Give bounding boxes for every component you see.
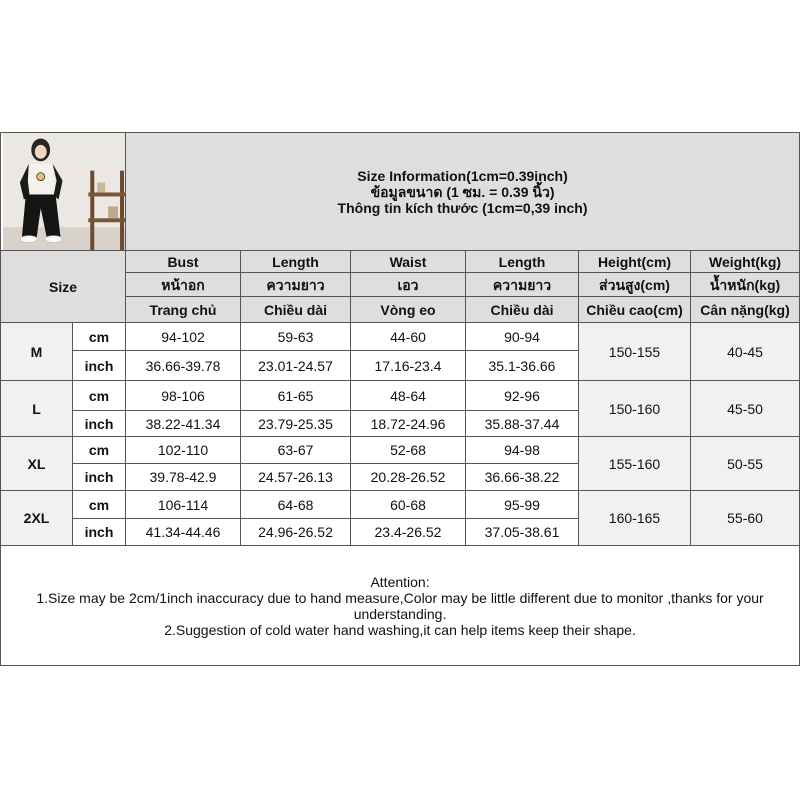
waist-header-english: Waist bbox=[351, 251, 466, 273]
waist-cm-value: 60-68 bbox=[351, 491, 466, 519]
waist-header-thai: เอว bbox=[351, 273, 466, 297]
weight-value: 50-55 bbox=[691, 437, 800, 491]
height-value: 150-155 bbox=[579, 323, 691, 381]
length2-cm-value: 90-94 bbox=[466, 323, 579, 351]
unit-label-cm: cm bbox=[73, 323, 126, 351]
weight-value: 45-50 bbox=[691, 381, 800, 437]
size-2xl-cm-row bbox=[1, 491, 800, 519]
length2-header-vietnamese: Chiều dài bbox=[466, 297, 579, 323]
length-inch-value: 24.96-26.52 bbox=[241, 519, 351, 546]
waist-cm-value: 48-64 bbox=[351, 381, 466, 411]
height-header-thai: ส่วนสูง(cm) bbox=[579, 273, 691, 297]
bust-inch-value: 39.78-42.9 bbox=[126, 464, 241, 491]
weight-value: 40-45 bbox=[691, 323, 800, 381]
bust-cm-value: 102-110 bbox=[126, 437, 241, 464]
size-xl-cm-row bbox=[1, 437, 800, 464]
length-header-vietnamese: Chiều dài bbox=[241, 297, 351, 323]
bust-header-vietnamese: Trang chủ bbox=[126, 297, 241, 323]
weight-value: 55-60 bbox=[691, 491, 800, 546]
height-value: 160-165 bbox=[579, 491, 691, 546]
bust-cm-value: 98-106 bbox=[126, 381, 241, 411]
weight-header-vietnamese: Cân nặng(kg) bbox=[691, 297, 800, 323]
unit-label-cm: cm bbox=[73, 491, 126, 519]
size-label-l: L bbox=[1, 381, 73, 437]
length2-inch-value: 35.88-37.44 bbox=[466, 411, 579, 437]
waist-cm-value: 44-60 bbox=[351, 323, 466, 351]
size-column-header: Size bbox=[1, 251, 126, 323]
length2-cm-value: 92-96 bbox=[466, 381, 579, 411]
bust-cm-value: 106-114 bbox=[126, 491, 241, 519]
attention-heading: Attention: bbox=[370, 573, 430, 590]
length-inch-value: 24.57-26.13 bbox=[241, 464, 351, 491]
length2-header-thai: ความยาว bbox=[466, 273, 579, 297]
header-row-english bbox=[1, 251, 800, 273]
chart-title bbox=[126, 133, 800, 251]
length-cm-value: 61-65 bbox=[241, 381, 351, 411]
product-photo bbox=[3, 133, 126, 250]
unit-label-inch: inch bbox=[73, 519, 126, 546]
attention-note-2: 2.Suggestion of cold water hand washing,it can help items keep their shape. bbox=[164, 621, 636, 638]
length2-inch-value: 35.1-36.66 bbox=[466, 351, 579, 381]
waist-header-vietnamese: Vòng eo bbox=[351, 297, 466, 323]
length2-cm-value: 95-99 bbox=[466, 491, 579, 519]
waist-inch-value: 23.4-26.52 bbox=[351, 519, 466, 546]
waist-cm-value: 52-68 bbox=[351, 437, 466, 464]
length-header-english: Length bbox=[241, 251, 351, 273]
bust-inch-value: 41.34-44.46 bbox=[126, 519, 241, 546]
bust-header-english: Bust bbox=[126, 251, 241, 273]
bust-inch-value: 36.66-39.78 bbox=[126, 351, 241, 381]
attention-note-1: 1.Size may be 2cm/1inch inaccuracy due to hand measure,Color may be little different due to monitor ,thanks for your understanding. bbox=[36, 589, 764, 622]
height-header-english: Height(cm) bbox=[579, 251, 691, 273]
attention-notes bbox=[1, 546, 800, 666]
size-m-cm-row bbox=[1, 323, 800, 351]
unit-label-inch: inch bbox=[73, 351, 126, 381]
unit-label-inch: inch bbox=[73, 464, 126, 491]
length-inch-value: 23.01-24.57 bbox=[241, 351, 351, 381]
weight-header-thai: น้ำหนัก(kg) bbox=[691, 273, 800, 297]
unit-label-inch: inch bbox=[73, 411, 126, 437]
waist-inch-value: 18.72-24.96 bbox=[351, 411, 466, 437]
length2-cm-value: 94-98 bbox=[466, 437, 579, 464]
weight-header-english: Weight(kg) bbox=[691, 251, 800, 273]
length-cm-value: 59-63 bbox=[241, 323, 351, 351]
bust-header-thai: หน้าอก bbox=[126, 273, 241, 297]
title-english: Size Information(1cm=0.39inch) bbox=[357, 167, 568, 184]
size-label-m: M bbox=[1, 323, 73, 381]
size-l-cm-row bbox=[1, 381, 800, 411]
size-chart-table bbox=[0, 132, 800, 666]
product-photo-cell bbox=[1, 133, 126, 251]
waist-inch-value: 17.16-23.4 bbox=[351, 351, 466, 381]
height-value: 150-160 bbox=[579, 381, 691, 437]
waist-inch-value: 20.28-26.52 bbox=[351, 464, 466, 491]
length2-inch-value: 37.05-38.61 bbox=[466, 519, 579, 546]
height-value: 155-160 bbox=[579, 437, 691, 491]
size-label-xl: XL bbox=[1, 437, 73, 491]
height-header-vietnamese: Chiều cao(cm) bbox=[579, 297, 691, 323]
length2-inch-value: 36.66-38.22 bbox=[466, 464, 579, 491]
title-row bbox=[1, 133, 800, 251]
size-label-2xl: 2XL bbox=[1, 491, 73, 546]
bust-inch-value: 38.22-41.34 bbox=[126, 411, 241, 437]
unit-label-cm: cm bbox=[73, 437, 126, 464]
length-cm-value: 64-68 bbox=[241, 491, 351, 519]
length-header-thai: ความยาว bbox=[241, 273, 351, 297]
bust-cm-value: 94-102 bbox=[126, 323, 241, 351]
attention-row bbox=[1, 546, 800, 666]
length-inch-value: 23.79-25.35 bbox=[241, 411, 351, 437]
title-vietnamese: Thông tin kích thước (1cm=0,39 inch) bbox=[337, 199, 588, 216]
length-cm-value: 63-67 bbox=[241, 437, 351, 464]
title-thai: ข้อมูลขนาด (1 ซม. = 0.39 นิ้ว) bbox=[370, 183, 555, 200]
length2-header-english: Length bbox=[466, 251, 579, 273]
unit-label-cm: cm bbox=[73, 381, 126, 411]
